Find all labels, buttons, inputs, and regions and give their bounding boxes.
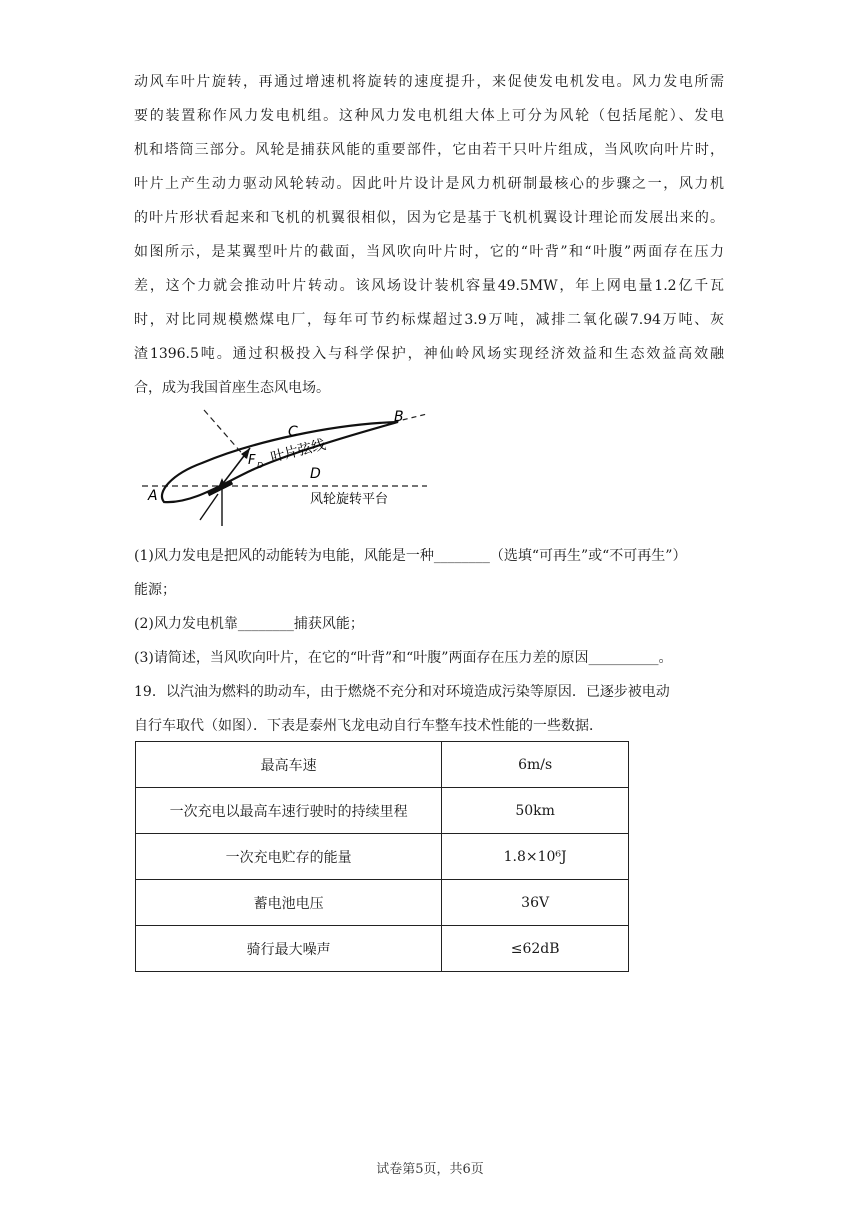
table-row	[136, 834, 629, 880]
airfoil-diagram	[142, 408, 432, 530]
question-1-line-1: (1)风力发电是把风的动能转为电能，风能是一种________（选填“可再生”或“不可再生”）	[134, 548, 687, 564]
passage-line: 叶片上产生动力驱动风轮转动。因此叶片设计是风力机研制最核心的步骤之一，风力机	[134, 176, 724, 192]
label-fd-sub: D	[257, 461, 264, 470]
label-b: B	[394, 409, 404, 425]
label-d: D	[310, 466, 321, 482]
page-footer: 试卷第5页，共6页	[376, 1162, 484, 1177]
spec-table	[135, 741, 629, 972]
passage-line: 渣1396.5吨。通过积极投入与科学保护，神仙岭风场实现经济效益和生态效益高效融	[134, 346, 724, 362]
question-1-line-2: 能源；	[134, 582, 176, 598]
passage-line: 时，对比同规模燃煤电厂，每年可节约标煤超过3.9万吨，减排二氧化碳7.94万吨、灰	[134, 312, 724, 328]
passage-line: 合，成为我国首座生态风电场。	[134, 380, 330, 396]
table-cell-item: 一次充电贮存的能量	[136, 834, 442, 880]
table-cell-value: 50km	[442, 788, 629, 834]
question-3: (3)请简述，当风吹向叶片，在它的“叶背”和“叶腹”两面存在压力差的原因__________。	[134, 650, 673, 666]
table-cell-value: ≤62dB	[442, 926, 629, 972]
table-row	[136, 742, 629, 788]
table-cell-item: 最高车速	[136, 742, 442, 788]
normal-line	[204, 410, 246, 458]
wind-arrow	[200, 494, 218, 520]
table-cell-value: 1.8×10⁶J	[442, 834, 629, 880]
table-cell-value: 36V	[442, 880, 629, 926]
label-c: C	[288, 424, 298, 440]
question-2: (2)风力发电机靠________捕获风能；	[134, 616, 364, 632]
table-cell-item: 蓄电池电压	[136, 880, 442, 926]
chord-label: 叶片弦线	[269, 436, 328, 466]
label-a: A	[148, 488, 158, 504]
passage-line: 如图所示，是某翼型叶片的截面，当风吹向叶片时，它的“叶背”和“叶腹”两面存在压力	[134, 244, 724, 260]
airfoil-figure	[142, 408, 432, 530]
table-row	[136, 926, 629, 972]
question-19-line-2: 自行车取代（如图）．下表是泰州飞龙电动自行车整车技术性能的一些数据．	[134, 718, 603, 734]
passage-line: 的叶片形状看起来和飞机的机翼很相似，因为它是基于飞机机翼设计理论而发展出来的。	[134, 210, 724, 226]
passage-line: 动风车叶片旋转，再通过增速机将旋转的速度提升，来促使发电机发电。风力发电所需	[134, 74, 724, 90]
table-cell-item: 骑行最大噪声	[136, 926, 442, 972]
passage-line: 机和塔筒三部分。风轮是捕获风能的重要部件，它由若干只叶片组成，当风吹向叶片时，	[134, 142, 724, 158]
table-row	[136, 880, 629, 926]
table-cell-value: 6m/s	[442, 742, 629, 788]
question-19-line-1: 19．以汽油为燃料的助动车，由于燃烧不充分和对环境造成污染等原因．已逐步被电动	[134, 684, 670, 700]
table-row	[136, 788, 629, 834]
platform-label: 风轮旋转平台	[310, 492, 389, 507]
table-cell-item: 一次充电以最高车速行驶时的持续里程	[136, 788, 442, 834]
label-fd: F	[248, 453, 256, 468]
passage-line: 要的装置称作风力发电机组。这种风力发电机组大体上可分为风轮（包括尾舵）、发电	[134, 108, 724, 124]
passage-line: 差，这个力就会推动叶片转动。该风场设计装机容量49.5MW，年上网电量1.2亿千瓦	[134, 278, 724, 294]
